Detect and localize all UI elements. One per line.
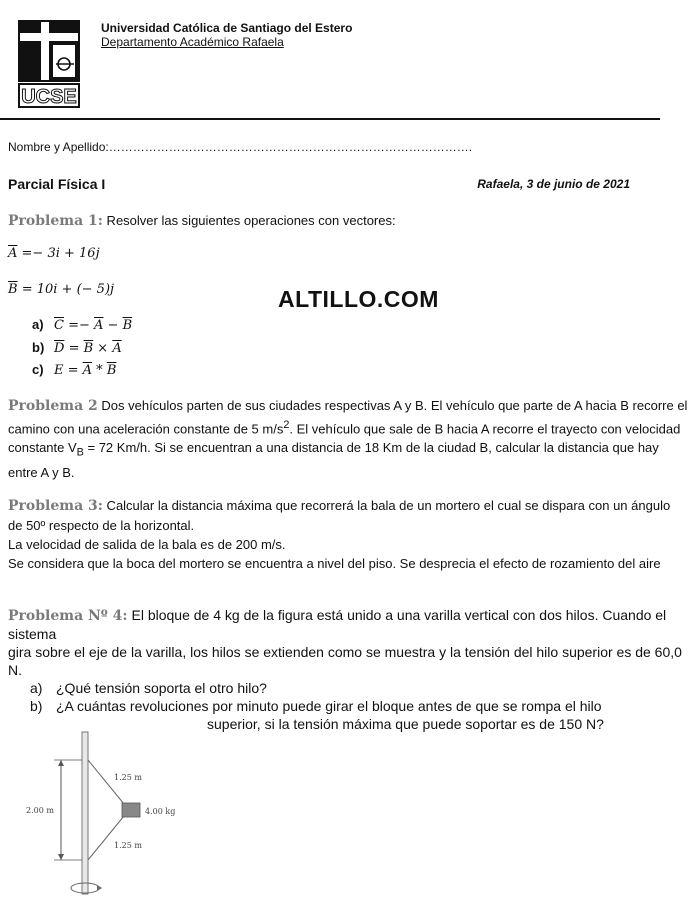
- problem-3-line-2: La velocidad de salida de la bala es de 200 m/s.: [8, 537, 286, 552]
- vector-b: [8, 282, 114, 297]
- problem-4-label: Problema Nº 4:: [8, 608, 128, 624]
- problem-3-line-3: Se considera que la boca del mortero se encuentra a nivel del piso. Se desprecia el efecto de rozamiento del aire: [8, 556, 661, 571]
- vector-a-name: $\overline{A}$: [8, 246, 18, 261]
- watermark: ALTILLO.COM: [278, 286, 439, 312]
- problem-2-text-3: = 72 Km/h. Si se encuentran a una distancia de 18 Km de la ciudad B, calcular la distancia que hay entre A y B.: [8, 440, 659, 480]
- problem-2-text-1: Dos vehículos parten de sus ciudades respectivas A y B. El vehículo que parte de A hacia B recorre el camino con una aceleración constante de 5 m/s: [8, 398, 688, 437]
- item-label: a): [32, 317, 44, 332]
- rotation-arrowhead-icon: [97, 885, 102, 891]
- problem-1-item-c: [32, 362, 116, 378]
- block: [122, 803, 140, 817]
- rotating-block-figure: [18, 730, 198, 900]
- problem-2-text-2: . El vehículo que sale de B hacia A recorre el trayecto con velocidad constante V: [8, 421, 681, 456]
- problem-3-label: Problema 3:: [8, 498, 103, 514]
- problem-4-text-1: El bloque de 4 kg de la figura está unido a una varilla vertical con dos hilos. Cuando el sistema: [8, 607, 667, 642]
- department-name: Departamento Académico Rafaela: [101, 35, 284, 49]
- problem-1-item-b: [32, 340, 122, 356]
- question-label: b): [30, 698, 43, 714]
- problem-1-text: Resolver las siguientes operaciones con vectores:: [102, 213, 396, 228]
- problem-2-statement: [8, 396, 688, 482]
- height-label: 2.00 m: [26, 806, 54, 815]
- problem-2-superscript: 2: [283, 419, 290, 431]
- vector-b-expr: = 10i + (− 5)j: [17, 282, 115, 297]
- header-divider: [0, 118, 660, 120]
- problem-3-text: Calcular la distancia máxima que recorrerá la bala de un mortero el cual se dispara con un ángulo de 50º respecto de la horizontal.: [8, 498, 671, 533]
- vector-a: [8, 246, 100, 261]
- lower-string-length: 1.25 m: [114, 841, 142, 850]
- item-expression: $E = \overline{A} * \overline{B}$: [54, 363, 117, 378]
- problem-2-subscript: B: [76, 446, 84, 459]
- problem-1-label: Problema 1:: [8, 213, 103, 229]
- upper-string: [88, 760, 124, 804]
- problem-4-question-b: [30, 698, 602, 714]
- item-expression: $\overline{D} = \overline{B} \times \overline{A}$: [54, 341, 122, 356]
- item-label: b): [32, 340, 45, 355]
- item-label: c): [32, 362, 44, 377]
- exam-title: Parcial Física I: [8, 176, 106, 192]
- question-text: ¿A cuántas revoluciones por minuto puede girar el bloque antes de que se rompa el hilo: [56, 698, 602, 714]
- ucse-logo: [18, 20, 80, 108]
- vector-a-expr: =− 3i + 16j: [17, 246, 100, 261]
- logo-text: UCSE: [21, 86, 77, 108]
- question-text: ¿Qué tensión soporta el otro hilo?: [56, 680, 267, 696]
- item-expression: $\overline{C} =- \overline{A} - \overline{B}$: [54, 318, 133, 333]
- problem-3-statement: [8, 496, 688, 573]
- exam-date: Rafaela, 3 de junio de 2021: [477, 177, 630, 191]
- problem-2-label: Problema 2: [8, 398, 98, 414]
- block-mass-label: 4.00 kg: [145, 807, 176, 816]
- problem-4-question-b-continued: superior, si la tensión máxima que puede soportar es de 150 N?: [207, 716, 604, 732]
- question-label: a): [30, 680, 43, 696]
- vector-b-name: $\overline{B}$: [8, 282, 18, 297]
- problem-1-statement: [8, 211, 688, 231]
- upper-string-length: 1.25 m: [114, 773, 142, 782]
- problem-4-text-2: gira sobre el eje de la varilla, los hilos se extienden como se muestra y la tensión del hilo superior es de 60,0 N.: [8, 644, 682, 678]
- lower-string: [88, 816, 124, 860]
- student-name-line: Nombre y Apellido:……………………………………………………………………………….: [8, 140, 473, 154]
- university-name: Universidad Católica de Santiago del Estero: [101, 21, 353, 35]
- vertical-rod: [82, 732, 88, 894]
- problem-4-question-a: [30, 680, 267, 696]
- problem-1-item-a: [32, 317, 132, 333]
- problem-4-statement: [8, 606, 688, 679]
